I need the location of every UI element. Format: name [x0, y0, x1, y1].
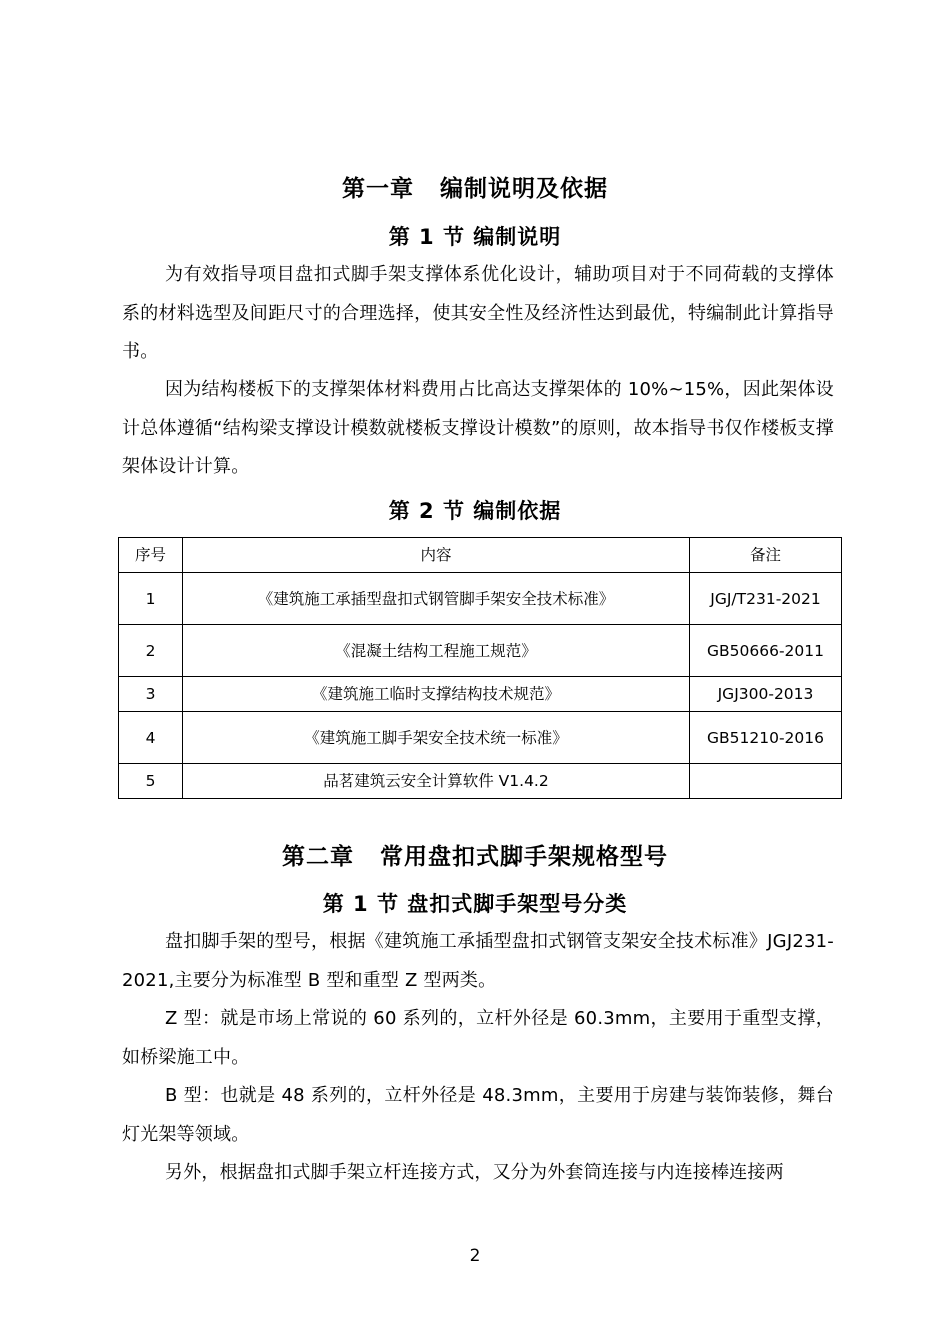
table-cell-number: 4 — [119, 712, 183, 764]
paragraph: 盘扣脚手架的型号，根据《建筑施工承插型盘扣式钢管支架安全技术标准》JGJ231-2021,主要分为标准型 B 型和重型 Z 型两类。 — [122, 931, 834, 991]
section-1-1-heading: 第 1 节 编制说明 — [388, 225, 562, 249]
section-2-1-heading: 第 1 节 盘扣式脚手架型号分类 — [322, 892, 628, 916]
table-cell-note: GB50666-2011 — [690, 625, 842, 677]
chapter-1-number: 第一章 — [342, 176, 414, 202]
table-row — [119, 573, 842, 625]
table-header-cell: 序号 — [119, 538, 183, 573]
paragraph: 为有效指导项目盘扣式脚手架支撑体系优化设计，辅助项目对于不同荷载的支撑体系的材料选型及间距尺寸的合理选择，使其安全性及经济性达到最优，特编制此计算指导书。 — [122, 264, 834, 362]
table-cell-number: 1 — [119, 573, 183, 625]
paragraph: 另外，根据盘扣式脚手架立杆连接方式，又分为外套筒连接与内连接棒连接两 — [165, 1162, 784, 1183]
table-row — [119, 625, 842, 677]
section-1-2-heading: 第 2 节 编制依据 — [388, 499, 562, 523]
chapter-2-heading — [0, 838, 950, 871]
chapter-2-number: 第二章 — [282, 844, 354, 870]
paragraph: Z 型：就是市场上常说的 60 系列的，立杆外径是 60.3mm，主要用于重型支撑，如桥梁施工中。 — [122, 1008, 834, 1068]
table-cell-note: JGJ300-2013 — [690, 677, 842, 712]
table-cell-note: JGJ/T231-2021 — [690, 573, 842, 625]
table-cell-number: 3 — [119, 677, 183, 712]
paragraph: 因为结构楼板下的支撑架体材料费用占比高达支撑架体的 10%~15%，因此架体设计总体遵循“结构梁支撑设计模数就楼板支撑设计模数”的原则，故本指导书仅作楼板支撑架体设计计算。 — [122, 379, 834, 477]
table-header-cell: 内容 — [183, 538, 690, 573]
table-row — [119, 677, 842, 712]
table-cell-content: 品茗建筑云安全计算软件 V1.4.2 — [183, 764, 690, 799]
basis-table — [118, 537, 842, 799]
table-header-row — [119, 538, 842, 573]
paragraph: B 型：也就是 48 系列的，立杆外径是 48.3mm，主要用于房建与装饰装修，舞台灯光架等领域。 — [122, 1085, 834, 1145]
table-cell-note — [690, 764, 842, 799]
table-header-cell: 备注 — [690, 538, 842, 573]
table-cell-number: 5 — [119, 764, 183, 799]
table-row — [119, 764, 842, 799]
table-cell-content: 《建筑施工临时支撑结构技术规范》 — [183, 677, 690, 712]
chapter-1-heading — [0, 170, 950, 203]
table-cell-content: 《建筑施工承插型盘扣式钢管脚手架安全技术标准》 — [183, 573, 690, 625]
table-cell-content: 《建筑施工脚手架安全技术统一标准》 — [183, 712, 690, 764]
table-cell-number: 2 — [119, 625, 183, 677]
page-number: 2 — [469, 1246, 481, 1266]
chapter-1-title: 编制说明及依据 — [440, 176, 608, 202]
table-row — [119, 712, 842, 764]
chapter-2-title: 常用盘扣式脚手架规格型号 — [380, 844, 668, 870]
table-cell-note: GB51210-2016 — [690, 712, 842, 764]
table-cell-content: 《混凝土结构工程施工规范》 — [183, 625, 690, 677]
